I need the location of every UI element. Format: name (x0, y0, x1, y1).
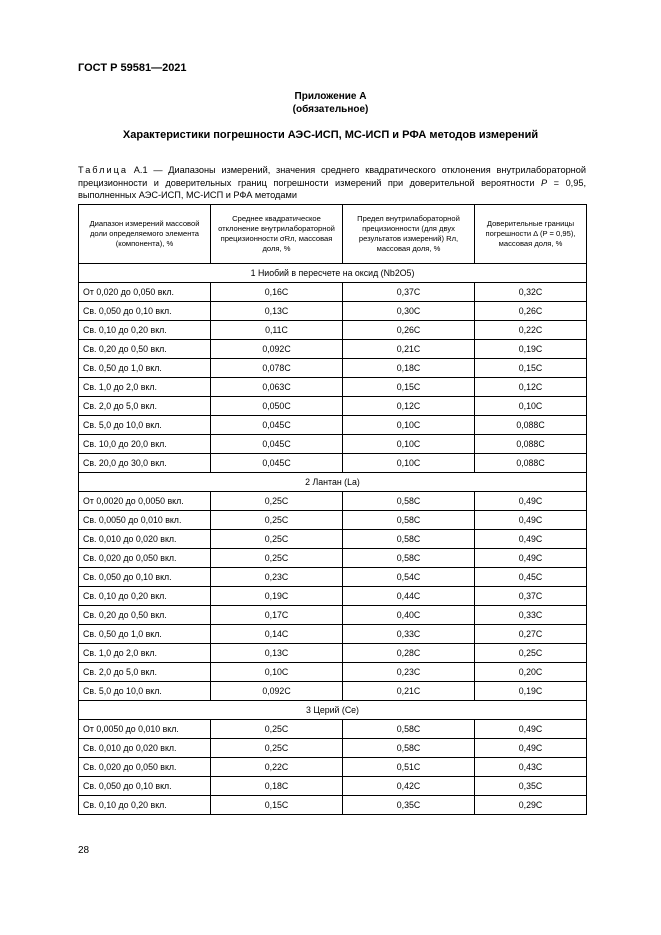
table-row (79, 416, 587, 435)
limit-cell: 0,10C (343, 454, 475, 473)
table-row (79, 530, 587, 549)
table-row (79, 283, 587, 302)
range-cell: Св. 0,10 до 0,20 вкл. (79, 321, 211, 340)
delta-cell: 0,10C (475, 397, 587, 416)
table-row (79, 549, 587, 568)
range-cell: Св. 0,10 до 0,20 вкл. (79, 587, 211, 606)
document-standard-id: ГОСТ Р 59581—2021 (78, 62, 187, 74)
limit-cell: 0,18C (343, 359, 475, 378)
range-cell: Св. 1,0 до 2,0 вкл. (79, 644, 211, 663)
limit-cell: 0,58C (343, 720, 475, 739)
table-row (79, 587, 587, 606)
delta-cell: 0,19C (475, 340, 587, 359)
table-row (79, 321, 587, 340)
delta-cell: 0,12C (475, 378, 587, 397)
limit-cell: 0,58C (343, 511, 475, 530)
limit-cell: 0,54C (343, 568, 475, 587)
range-cell: Св. 0,020 до 0,050 вкл. (79, 758, 211, 777)
limit-cell: 0,10C (343, 416, 475, 435)
section-title-cell: 1 Ниобий в пересчете на оксид (Nb2O5) (79, 264, 587, 283)
sigma-cell: 0,23C (211, 568, 343, 587)
table-header-row (79, 205, 587, 264)
sigma-cell: 0,10C (211, 663, 343, 682)
range-cell: Св. 0,20 до 0,50 вкл. (79, 606, 211, 625)
caption-text: А.1 — Диапазоны измерений, значения среднего квадратического отклонения внутрилабораторной прецизионности и доверительных границ погрешности измерений при доверительной вероятности (78, 165, 586, 188)
sigma-cell: 0,15C (211, 796, 343, 815)
delta-cell: 0,35C (475, 777, 587, 796)
table-row (79, 340, 587, 359)
limit-cell: 0,40C (343, 606, 475, 625)
section-row (79, 473, 587, 492)
header-sigma: Среднее квадратическое отклонение внутрилабораторной прецизионности σRл, массовая доля, % (211, 205, 343, 264)
limit-cell: 0,10C (343, 435, 475, 454)
table-row (79, 359, 587, 378)
delta-cell: 0,33C (475, 606, 587, 625)
caption-p-var: P (541, 177, 548, 188)
range-cell: Св. 0,20 до 0,50 вкл. (79, 340, 211, 359)
sigma-cell: 0,078C (211, 359, 343, 378)
range-cell: Св. 5,0 до 10,0 вкл. (79, 682, 211, 701)
range-cell: Св. 2,0 до 5,0 вкл. (79, 397, 211, 416)
sigma-cell: 0,17C (211, 606, 343, 625)
sigma-cell: 0,13C (211, 302, 343, 321)
range-cell: Св. 0,010 до 0,020 вкл. (79, 739, 211, 758)
delta-cell: 0,32C (475, 283, 587, 302)
sigma-cell: 0,16C (211, 283, 343, 302)
limit-cell: 0,21C (343, 682, 475, 701)
range-cell: Св. 5,0 до 10,0 вкл. (79, 416, 211, 435)
sigma-cell: 0,25C (211, 720, 343, 739)
sigma-cell: 0,092C (211, 340, 343, 359)
range-cell: Св. 1,0 до 2,0 вкл. (79, 378, 211, 397)
sigma-cell: 0,11C (211, 321, 343, 340)
table-row (79, 663, 587, 682)
table-row (79, 625, 587, 644)
sigma-cell: 0,25C (211, 530, 343, 549)
range-cell: Св. 0,050 до 0,10 вкл. (79, 777, 211, 796)
range-cell: Св. 0,020 до 0,050 вкл. (79, 549, 211, 568)
sigma-cell: 0,19C (211, 587, 343, 606)
appendix-status: (обязательное) (292, 104, 369, 115)
sigma-cell: 0,092C (211, 682, 343, 701)
range-cell: Св. 0,50 до 1,0 вкл. (79, 625, 211, 644)
table-row (79, 796, 587, 815)
limit-cell: 0,12C (343, 397, 475, 416)
delta-cell: 0,22C (475, 321, 587, 340)
sigma-cell: 0,045C (211, 454, 343, 473)
limit-cell: 0,58C (343, 549, 475, 568)
table-caption (78, 164, 586, 202)
table-row (79, 644, 587, 663)
limit-cell: 0,33C (343, 625, 475, 644)
delta-cell: 0,088C (475, 454, 587, 473)
delta-cell: 0,15C (475, 359, 587, 378)
sigma-cell: 0,22C (211, 758, 343, 777)
range-cell: Св. 0,0050 до 0,010 вкл. (79, 511, 211, 530)
delta-cell: 0,49C (475, 720, 587, 739)
range-cell: От 0,0020 до 0,0050 вкл. (79, 492, 211, 511)
delta-cell: 0,19C (475, 682, 587, 701)
table-body (79, 264, 587, 815)
section-title-cell: 3 Церий (Ce) (79, 701, 587, 720)
range-cell: Св. 0,50 до 1,0 вкл. (79, 359, 211, 378)
delta-cell: 0,25C (475, 644, 587, 663)
limit-cell: 0,58C (343, 492, 475, 511)
table-row (79, 454, 587, 473)
limit-cell: 0,23C (343, 663, 475, 682)
limit-cell: 0,28C (343, 644, 475, 663)
delta-cell: 0,49C (475, 739, 587, 758)
table-row (79, 397, 587, 416)
section-row (79, 264, 587, 283)
sigma-cell: 0,045C (211, 435, 343, 454)
table-row (79, 720, 587, 739)
sigma-cell: 0,25C (211, 511, 343, 530)
limit-cell: 0,58C (343, 739, 475, 758)
range-cell: От 0,020 до 0,050 вкл. (79, 283, 211, 302)
delta-cell: 0,26C (475, 302, 587, 321)
range-cell: Св. 0,050 до 0,10 вкл. (79, 568, 211, 587)
measurement-table (78, 204, 587, 815)
table-row (79, 739, 587, 758)
range-cell: Св. 0,050 до 0,10 вкл. (79, 302, 211, 321)
sigma-cell: 0,063C (211, 378, 343, 397)
range-cell: От 0,0050 до 0,010 вкл. (79, 720, 211, 739)
sigma-cell: 0,045C (211, 416, 343, 435)
header-limit: Предел внутрилабораторной прецизионности (для двух результатов измерений) Rл, массовая доля, % (343, 205, 475, 264)
table-row (79, 302, 587, 321)
limit-cell: 0,51C (343, 758, 475, 777)
sigma-cell: 0,25C (211, 549, 343, 568)
delta-cell: 0,29C (475, 796, 587, 815)
section-title: Характеристики погрешности АЭС-ИСП, МС-ИСП и РФА методов измерений (122, 129, 539, 141)
appendix-title: Приложение А (294, 91, 367, 102)
caption-label: Таблица (78, 165, 129, 175)
caption-p-value: = 0,95, выполненных АЭС-ИСП, МС-ИСП и РФА методами (78, 177, 586, 200)
table-row (79, 606, 587, 625)
limit-cell: 0,42C (343, 777, 475, 796)
table-row (79, 568, 587, 587)
section-row (79, 701, 587, 720)
delta-cell: 0,49C (475, 492, 587, 511)
section-title-cell: 2 Лантан (La) (79, 473, 587, 492)
range-cell: Св. 0,010 до 0,020 вкл. (79, 530, 211, 549)
sigma-cell: 0,25C (211, 492, 343, 511)
delta-cell: 0,37C (475, 587, 587, 606)
sigma-cell: 0,14C (211, 625, 343, 644)
page-number: 28 (78, 845, 90, 856)
limit-cell: 0,15C (343, 378, 475, 397)
sigma-cell: 0,25C (211, 739, 343, 758)
delta-cell: 0,20C (475, 663, 587, 682)
header-range: Диапазон измерений массовой доли определяемого элемента (компонента), % (79, 205, 211, 264)
range-cell: Св. 0,10 до 0,20 вкл. (79, 796, 211, 815)
table-row (79, 492, 587, 511)
header-delta: Доверительные границы погрешности Δ (P = 0,95), массовая доля, % (475, 205, 587, 264)
delta-cell: 0,43C (475, 758, 587, 777)
table-row (79, 511, 587, 530)
delta-cell: 0,49C (475, 549, 587, 568)
limit-cell: 0,44C (343, 587, 475, 606)
table-row (79, 435, 587, 454)
table-row (79, 378, 587, 397)
range-cell: Св. 20,0 до 30,0 вкл. (79, 454, 211, 473)
range-cell: Св. 2,0 до 5,0 вкл. (79, 663, 211, 682)
limit-cell: 0,58C (343, 530, 475, 549)
appendix-heading (0, 90, 661, 116)
delta-cell: 0,088C (475, 416, 587, 435)
sigma-cell: 0,050C (211, 397, 343, 416)
range-cell: Св. 10,0 до 20,0 вкл. (79, 435, 211, 454)
table-row (79, 758, 587, 777)
limit-cell: 0,30C (343, 302, 475, 321)
table-row (79, 682, 587, 701)
limit-cell: 0,37C (343, 283, 475, 302)
sigma-cell: 0,13C (211, 644, 343, 663)
delta-cell: 0,49C (475, 530, 587, 549)
limit-cell: 0,26C (343, 321, 475, 340)
limit-cell: 0,35C (343, 796, 475, 815)
delta-cell: 0,49C (475, 511, 587, 530)
delta-cell: 0,088C (475, 435, 587, 454)
delta-cell: 0,27C (475, 625, 587, 644)
limit-cell: 0,21C (343, 340, 475, 359)
sigma-cell: 0,18C (211, 777, 343, 796)
delta-cell: 0,45C (475, 568, 587, 587)
table-row (79, 777, 587, 796)
